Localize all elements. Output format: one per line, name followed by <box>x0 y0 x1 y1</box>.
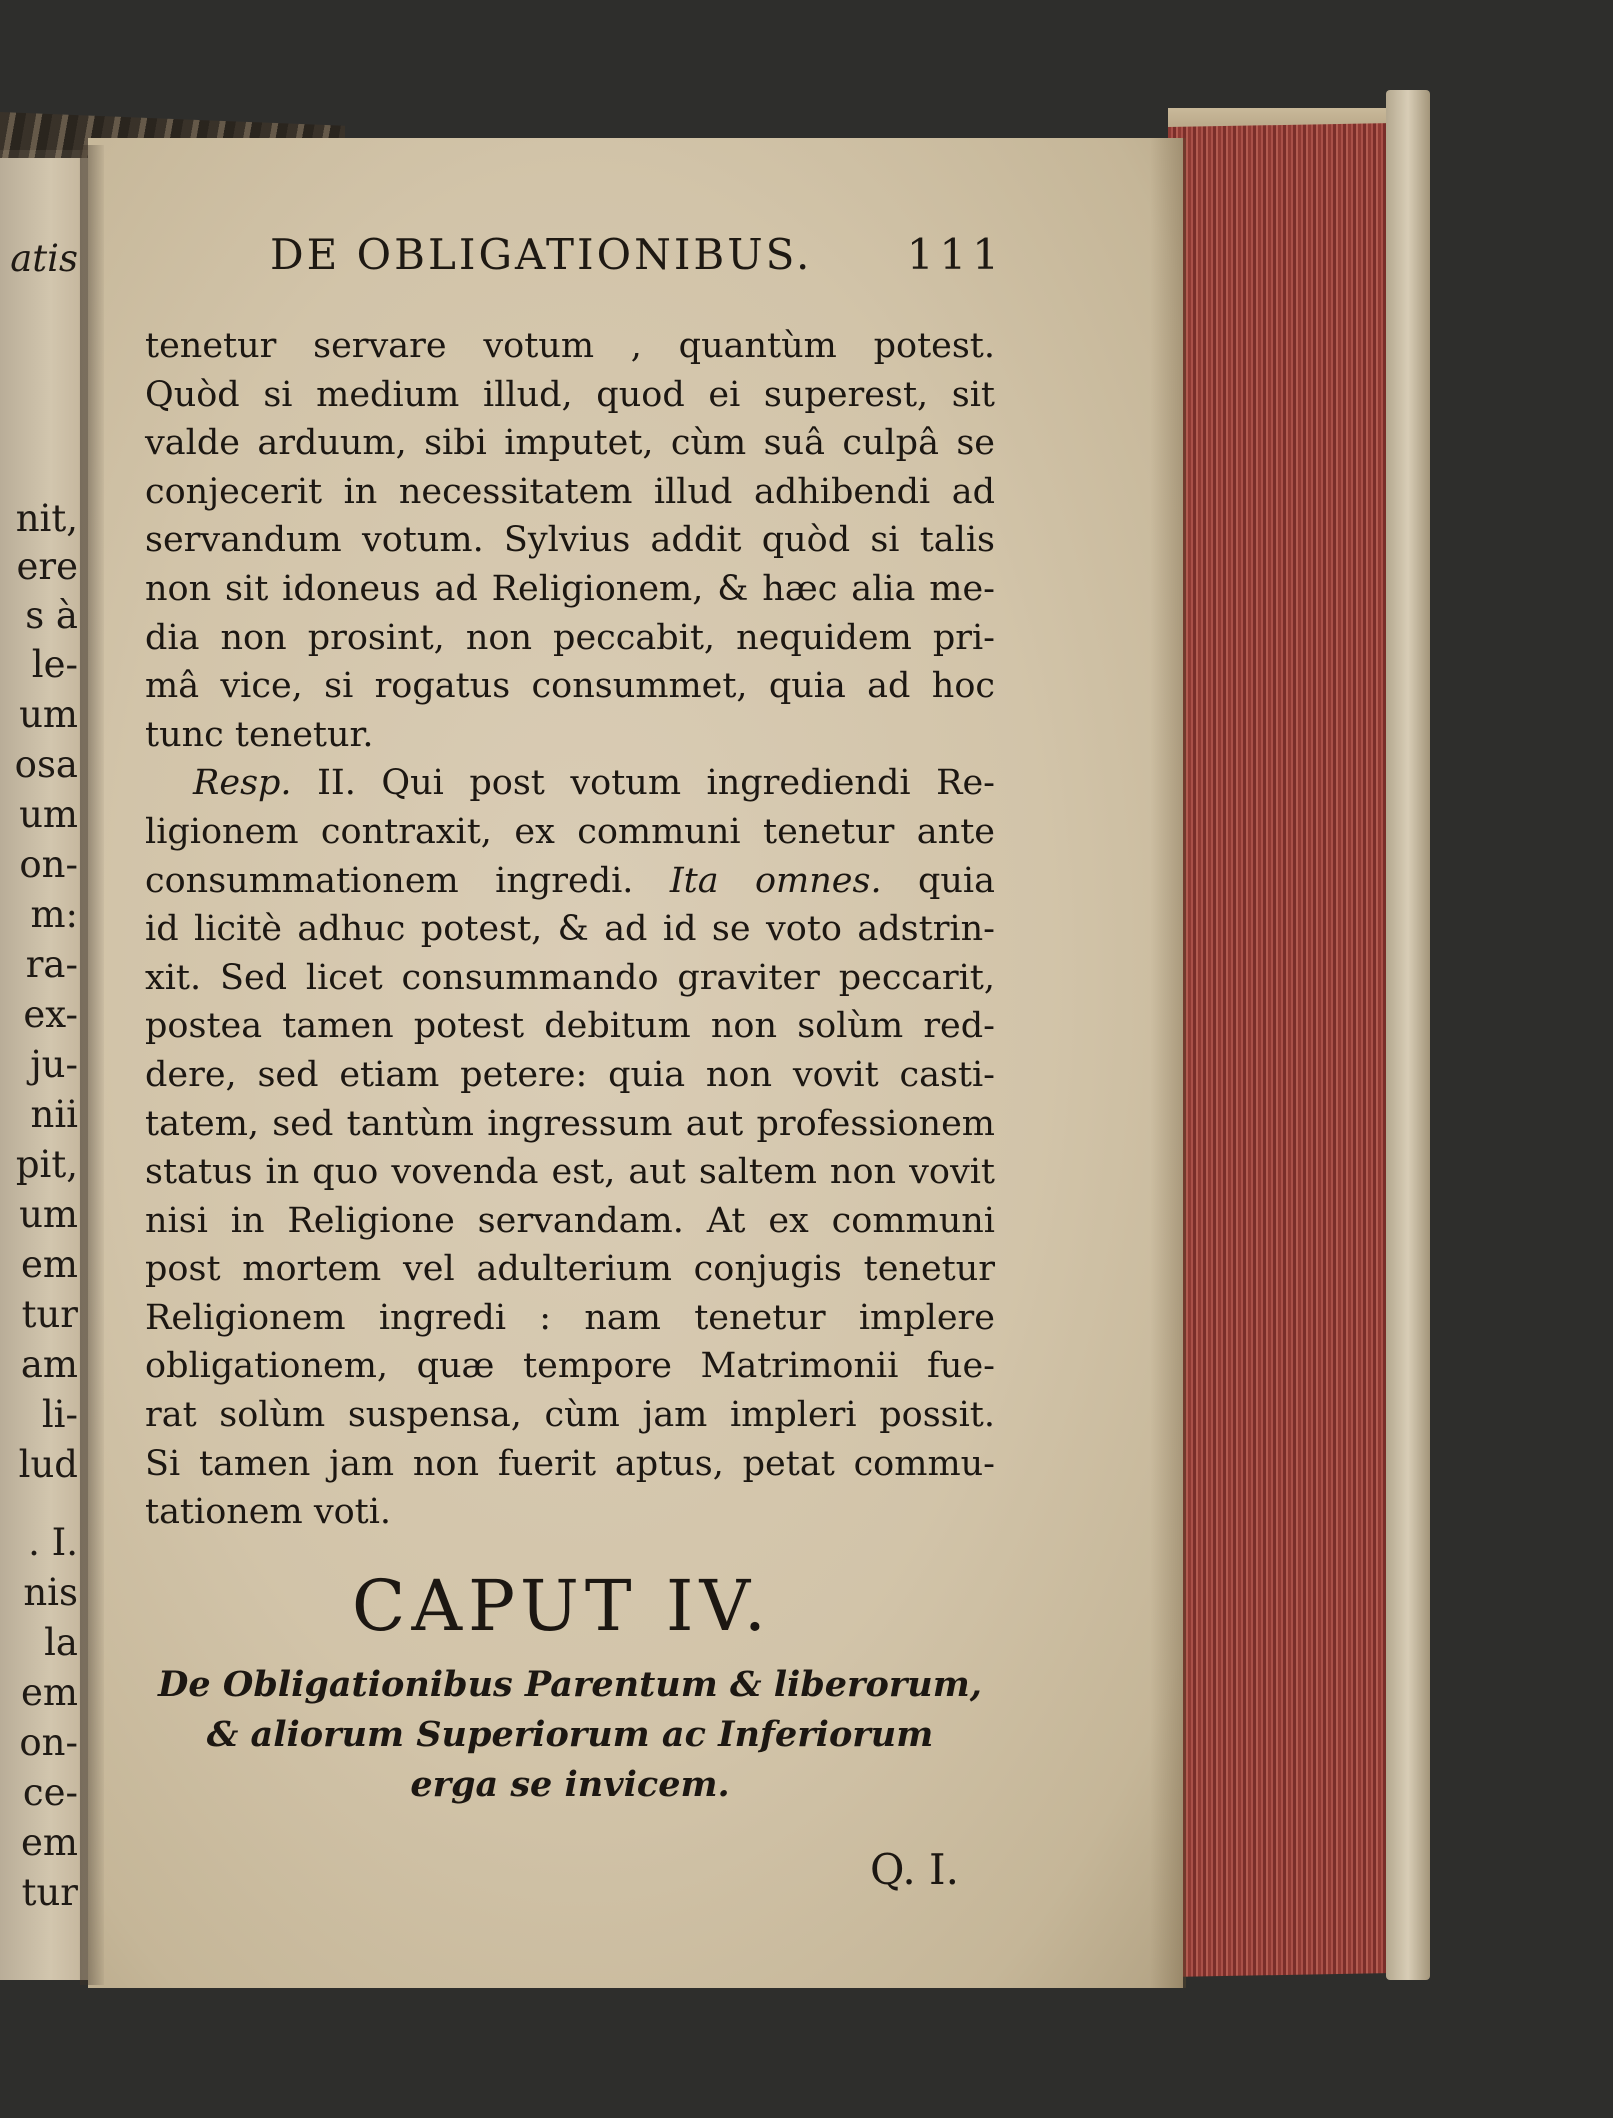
text-line: id licitè adhuc potest, & ad id se voto adstrin- <box>145 909 995 950</box>
left-page-fragment: ere <box>16 545 78 588</box>
left-page-fragment: nis <box>23 1571 78 1614</box>
text-line: tationem voti. <box>145 1492 392 1533</box>
vellum-cover-edge <box>1386 90 1430 1980</box>
left-page-fragment: pit, <box>15 1143 78 1186</box>
text-line: status in quo vovenda est, aut saltem non vovit <box>145 1152 995 1193</box>
ita-line-post: quia <box>917 860 995 901</box>
left-page-fragment: em <box>21 1821 78 1864</box>
text-line: conjecerit in necessitatem illud adhibendi ad <box>145 471 995 512</box>
subtitle-line: erga se invicem. <box>410 1764 730 1805</box>
left-page-fragment: atis <box>10 237 78 280</box>
text-line: non sit idoneus ad Religionem, & hæc alia me- <box>145 568 995 609</box>
text-line: tunc tenetur. <box>145 714 374 755</box>
left-page-fragment: um <box>19 1193 78 1236</box>
subtitle-line: De Obligationibus Parentum & liberorum, <box>158 1664 982 1705</box>
text-line: xit. Sed licet consummando graviter peccarit, <box>145 957 995 998</box>
left-page-fragment: la <box>44 1621 78 1664</box>
ita-omnes-line <box>145 857 995 906</box>
subtitle-line: & aliorum Superiorum ac Inferiorum <box>206 1714 934 1755</box>
left-page-fragment: . I. <box>28 1521 78 1564</box>
text-line: Religionem ingredi : nam tenetur implere <box>145 1297 995 1338</box>
left-page-fragment: em <box>21 1671 78 1714</box>
left-page-fragment: s à <box>25 594 78 637</box>
text-line: Si tamen jam non fuerit aptus, petat commu- <box>145 1443 995 1484</box>
running-head <box>270 230 1005 279</box>
text-line: postea tamen potest debitum non solùm red- <box>145 1006 995 1047</box>
left-page-fragment: tur <box>21 1293 78 1336</box>
text-line: obligationem, quæ tempore Matrimonii fue- <box>145 1346 995 1387</box>
chapter-subtitle <box>130 1660 1010 1810</box>
text-line: ligionem contraxit, ex communi tenetur ante <box>145 811 995 852</box>
left-page-fragment: le- <box>31 643 78 686</box>
text-line: tatem, sed tantùm ingressum aut professionem <box>145 1103 995 1144</box>
text-line: dia non prosint, non peccabit, nequidem pri- <box>145 617 995 658</box>
left-facing-page <box>0 150 92 1980</box>
left-page-fragment: nit, <box>15 497 78 540</box>
left-page-fragment: ju- <box>30 1043 78 1086</box>
catchword: Q. I. <box>870 1845 959 1894</box>
left-page-fragment: nii <box>30 1093 78 1136</box>
body-text <box>145 322 995 1537</box>
left-page-fragment: am <box>20 1343 78 1386</box>
page-number: 111 <box>906 230 1005 279</box>
left-page-fragment: lud <box>18 1443 78 1486</box>
text-line: rat solùm suspensa, cùm jam impleri possit. <box>145 1395 995 1436</box>
page-edge-shadow <box>1150 138 1186 1988</box>
left-page-fragment: um <box>19 693 78 736</box>
resp-line-text: II. Qui post votum ingrediendi Re- <box>317 763 995 804</box>
left-page-fragment: um <box>19 793 78 836</box>
text-line: mâ vice, si rogatus consummet, quia ad hoc <box>145 666 995 707</box>
text-line: tenetur servare votum , quantùm potest. <box>145 326 995 366</box>
resp-label: Resp. <box>193 763 292 804</box>
left-page-fragment: on- <box>19 1721 78 1764</box>
left-page-fragment: em <box>21 1243 78 1286</box>
chapter-heading: CAPUT IV. <box>351 1565 773 1647</box>
left-page-fragment: li- <box>41 1393 78 1436</box>
resp-first-line <box>145 759 995 808</box>
left-page-fragment: ex- <box>23 993 78 1036</box>
ita-line-pre: consummationem ingredi. <box>145 860 634 901</box>
text-line: nisi in Religione servandam. At ex communi <box>145 1200 995 1241</box>
left-page-fragment: on- <box>19 843 78 886</box>
left-page-fragment: ra- <box>25 943 78 986</box>
left-page-fragment: ce- <box>22 1771 78 1814</box>
gutter-shadow <box>80 145 104 1985</box>
text-line: Quòd si medium illud, quod ei superest, sit <box>145 374 995 415</box>
text-line: servandum votum. Sylvius addit quòd si talis <box>145 520 995 561</box>
left-page-fragment: m: <box>30 893 78 936</box>
red-page-edges <box>1168 123 1394 1977</box>
text-line: post mortem vel adulterium conjugis tenetur <box>145 1249 995 1290</box>
ita-omnes: Ita omnes. <box>669 860 882 901</box>
left-page-fragment: osa <box>14 743 78 786</box>
running-head-title: DE OBLIGATIONIBUS. <box>270 230 813 279</box>
text-line: dere, sed etiam petere: quia non vovit casti- <box>145 1054 995 1095</box>
text-line: valde arduum, sibi imputet, cùm suâ culpâ se <box>145 423 995 464</box>
left-page-fragment: tur <box>21 1871 78 1914</box>
